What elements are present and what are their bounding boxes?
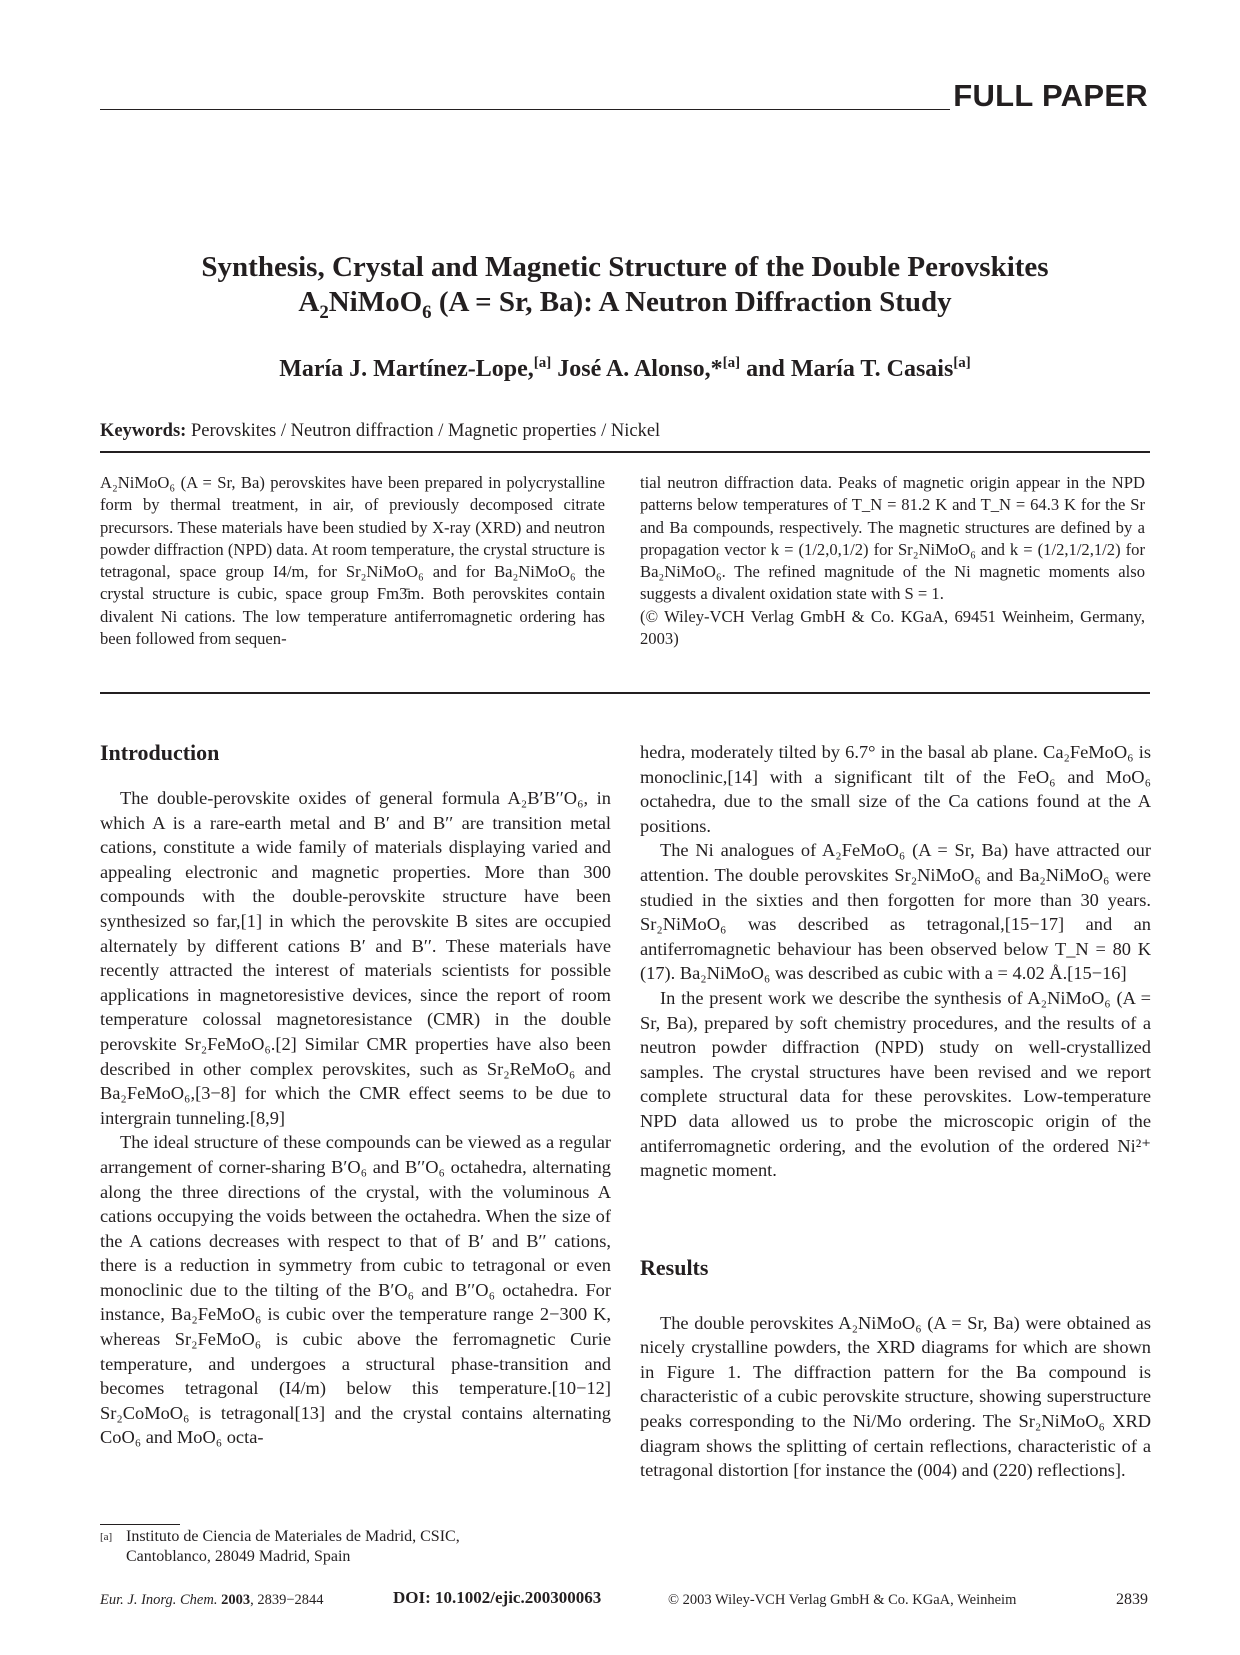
author-2: José A. Alonso,* (551, 356, 723, 382)
footnote-line-2: Cantoblanco, 28049 Madrid, Spain (126, 1548, 351, 1565)
title-line-2: $A_2NiMoO_6$ (A = Sr, Ba): A Neutron Diffraction Study (298, 286, 952, 323)
intro-paragraph-1: The double-perovskite oxides of general formula A₂B′B′′O₆, in which A is a rare-earth metal and B′ and B′′ are transition metal cations, constitute a wide family of materials displaying varied and appealing electronic and magnetic properties. More than 300 compounds with the double-perovskite structure have been synthesized so far,[1] in which the perovskite B sites are occupied alternately by different cations B′ and B′′. These materials have recently attracted the interest of materials scientists for possible applications in magnetoresistive devices, since the report of room temperature colossal magnetoresistance (CMR) in the double perovskite Sr₂FeMoO₆.[2] Similar CMR properties have also been described in other complex perovskites, such as Sr₂ReMoO₆ and Ba₂FeMoO₆,[3−8] for which the CMR effect seems to be due to intergrain tunneling.[8,9] (100, 788, 611, 1128)
section-label: FULL PAPER (953, 78, 1148, 113)
abstract-right: tial neutron diffraction data. Peaks of magnetic origin appear in the NPD patterns below temperatures of T_N = 81.2 K and T_N = 64.3 K for the Sr and Ba compounds, respectively. The magnetic structures are defined by a propagation vector k = (1/2,0,1/2) for Sr₂NiMoO₆ and k = (1/2,1/2,1/2) for Ba₂NiMoO₆. The refined magnitude of the Ni magnetic moments also suggests a divalent oxidation state with S = 1. (© Wiley-VCH Verlag GmbH & Co. KGaA, 69451 Weinheim, Germany, 2003) (640, 472, 1145, 650)
right-paragraph-0: hedra, moderately tilted by 6.7° in the basal ab plane. Ca₂FeMoO₆ is monoclinic,[14] with a significant tilt of the FeO₆ and MoO₆ octahedra, due to the small size of the Ca cations found at the A positions. (640, 742, 1151, 836)
results-paragraph-1: The double perovskites A₂NiMoO₆ (A = Sr, Ba) were obtained as nicely crystalline powders, the XRD diagrams for which are shown in Figure 1. The diffraction pattern for the Ba compound is characteristic of a cubic perovskite structure, showing superstructure peaks corresponding to the Ni/Mo ordering. The Sr₂NiMoO₆ XRD diagram shows the splitting of certain reflections, characteristic of a tetragonal distortion [for instance the (004) and (220) reflections]. (640, 1312, 1151, 1481)
intro-paragraph-2: The ideal structure of these compounds can be viewed as a regular arrangement of corner-sharing B′O₆ and B′′O₆ octahedra, alternating along the three directions of the crystal, with the voluminous A cations occupying the voids between the octahedra. When the size of the A cations decreases with respect to that of B′ and B′′ cations, there is a reduction in symmetry from cubic to tetragonal or even monoclinic due to the tilting of the B′O₆ and B′′O₆ octahedra. For instance, Ba₂FeMoO₆ is cubic over the temperature range 2−300 K, whereas Sr₂FeMoO₆ is cubic above the ferromagnetic Curie temperature, and undergoes a structural phase-transition and becomes tetragonal (I4/m) below this temperature.[10−12] Sr₂CoMoO₆ is tetragonal[13] and the crystal contains alternating CoO₆ and MoO₆ octa- (100, 1132, 611, 1448)
right-paragraph-1: The Ni analogues of A₂FeMoO₆ (A = Sr, Ba) have attracted our attention. The double perovskites Sr₂NiMoO₆ and Ba₂NiMoO₆ were studied in the sixties and then forgotten for more than 30 years. Sr₂NiMoO₆ was described as tetragonal,[15−17] and an antiferromagnetic behaviour has been observed below T_N = 80 K (17). Ba₂NiMoO₆ was described as cubic with a = 4.02 Å.[15−16] (640, 840, 1151, 984)
footer-doi[interactable]: DOI: 10.1002/ejic.200300063 (393, 1588, 602, 1607)
keywords-label: Keywords: (100, 421, 187, 441)
footer-citation: Eur. J. Inorg. Chem. 2003, 2839−2844 (100, 1592, 324, 1608)
paper-title (100, 250, 1150, 323)
abstract-copyright: (© Wiley-VCH Verlag GmbH & Co. KGaA, 69451 Weinheim, Germany, 2003) (640, 606, 1145, 649)
abstract-top-rule (100, 451, 1150, 453)
author-1: María J. Martínez-Lope, (279, 356, 534, 382)
footer-copyright: © 2003 Wiley-VCH Verlag GmbH & Co. KGaA, Weinheim (668, 1592, 1017, 1608)
body-right-column (640, 740, 1151, 1483)
author-3: and María T. Casais (740, 356, 954, 382)
keywords-text: Perovskites / Neutron diffraction / Magnetic properties / Nickel (186, 421, 661, 441)
abstract-left: A₂NiMoO₆ (A = Sr, Ba) perovskites have been prepared in polycrystalline form by thermal treatment, in air, of previously decomposed citrate precursors. These materials have been studied by X-ray (XRD) and neutron powder diffraction (NPD) data. At room temperature, the crystal structure is tetragonal, space group I4/m, for Sr₂NiMoO₆ and for Ba₂NiMoO₆ the crystal structure is cubic, space group Fm3̄m. Both perovskites contain divalent Ni cations. The low temperature antiferromagnetic ordering has been followed from sequen- (100, 473, 605, 649)
keywords (100, 419, 660, 443)
right-paragraph-2: In the present work we describe the synthesis of A₂NiMoO₆ (A = Sr, Ba), prepared by soft chemistry procedures, and the results of a neutron powder diffraction (NPD) study on well-crystallized samples. The crystal structures have been revised and we report complete structural data for these perovskites. Low-temperature NPD data allowed us to probe the microscopic origin of the antiferromagnetic ordering, and the evolution of the ordered Ni²⁺ magnetic moment. (640, 987, 1151, 1181)
heading-results: Results (640, 1254, 709, 1280)
title-line-1: Synthesis, Crystal and Magnetic Structure of the Double Perovskites (201, 251, 1049, 283)
heading-introduction: Introduction (100, 740, 220, 765)
author-list: María J. Martínez-Lope,[a] José A. Alonso,*[a] and María T. Casais[a] (279, 355, 971, 382)
footnote-mark: [a] (100, 1531, 113, 1543)
footnote-line-1: Instituto de Ciencia de Materiales de Madrid, CSIC, (126, 1528, 460, 1545)
page-number: 2839 (1116, 1591, 1148, 1608)
body-left-column (100, 740, 611, 1450)
footnote-rule (100, 1524, 180, 1525)
affiliation-footnote (100, 1527, 611, 1567)
header-rule (100, 109, 950, 110)
abstract-bottom-rule (100, 692, 1150, 694)
